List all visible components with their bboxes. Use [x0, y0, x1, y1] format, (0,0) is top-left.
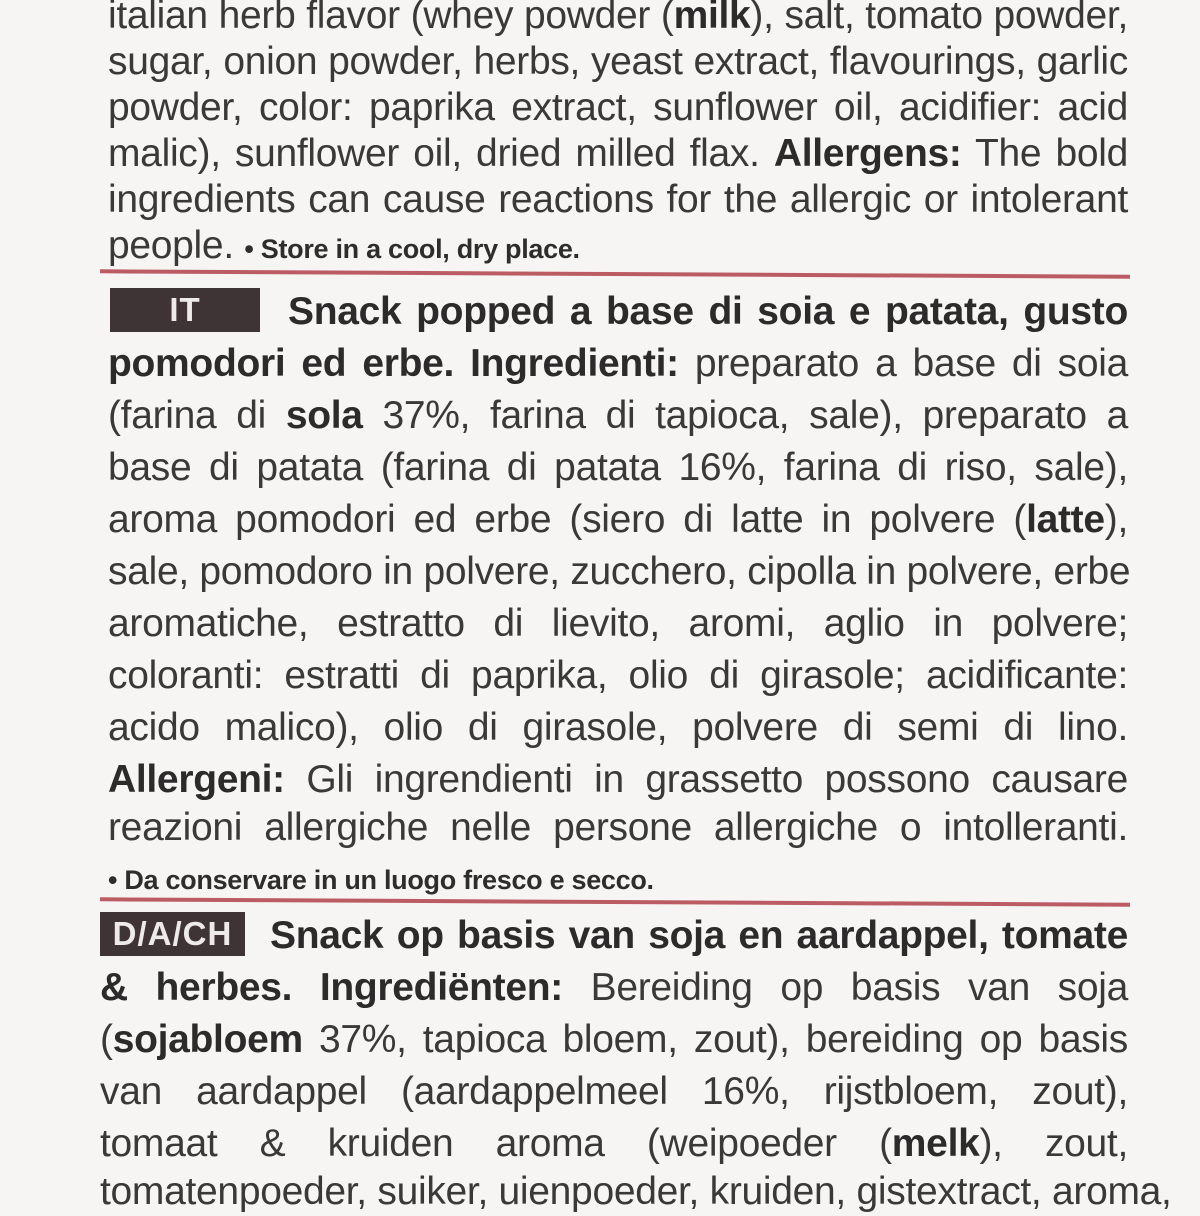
it-line-4: aroma pomodori ed erbe (siero di latte in polvere (latte), [108, 498, 1128, 541]
en-line-4: malic), sunflower oil, dried milled flax. Allergens: The bold [108, 132, 1128, 175]
dach-line-2: (sojabloem 37%, tapioca bloem, zout), bereiding op basis [100, 1018, 1128, 1061]
it-line-8: acido malico), olio di girasole, polvere di semi di lino. [108, 706, 1128, 749]
dach-line-4: tomaat & kruiden aroma (weipoeder (melk), zout, [100, 1122, 1129, 1165]
dach-line-3: van aardappel (aardappelmeel 16%, rijstbloem, zout), [100, 1070, 1128, 1113]
en-line-6: people. • Store in a cool, dry place. [108, 224, 580, 267]
it-line-5: sale, pomodoro in polvere, zucchero, cipolla in polvere, erbe [108, 550, 1131, 593]
dach-line-1: & herbes. Ingrediënten: Bereiding op basis van soja [100, 966, 1129, 1009]
dach-title-line-1: Snack op basis van soja en aardappel, tomate [270, 914, 1128, 957]
en-line-2: sugar, onion powder, herbs, yeast extract, flavourings, garlic [108, 40, 1128, 83]
it-line-2: (farina di sola 37%, farina di tapioca, sale), preparato a [108, 394, 1128, 437]
it-line-9: Allergeni: Gli ingrendienti in grassetto possono causare [108, 758, 1128, 801]
it-line-10: reazioni allergiche nelle persone allergiche o intolleranti. [108, 806, 1128, 849]
en-line-5: ingredients can cause reactions for the allergic or intolerant [108, 178, 1128, 221]
en-storage-note: • Store in a cool, dry place. [244, 234, 580, 264]
dach-line-5: tomatenpoeder, suiker, uienpoeder, kruiden, gistextract, aroma, [100, 1170, 1172, 1213]
en-line-3: powder, color: paprika extract, sunflower oil, acidifier: acid [108, 86, 1128, 129]
it-line-6: aromatiche, estratto di lievito, aromi, aglio in polvere; [108, 602, 1128, 645]
it-title-line-1: Snack popped a base di soia e patata, gusto [288, 290, 1128, 333]
lang-badge-it: IT [110, 288, 260, 332]
it-line-7: coloranti: estratti di paprika, olio di girasole; acidificante: [108, 654, 1128, 697]
it-line-3: base di patata (farina di patata 16%, farina di riso, sale), [108, 446, 1128, 489]
en-line-1: italian herb flavor (whey powder (milk), salt, tomato powder, [108, 0, 1129, 37]
lang-badge-dach: D/A/CH [100, 912, 245, 956]
it-storage-note: • Da conservare in un luogo fresco e secco. [108, 865, 654, 895]
it-line-1: pomodori ed erbe. Ingredienti: preparato a base di soia [108, 342, 1128, 385]
